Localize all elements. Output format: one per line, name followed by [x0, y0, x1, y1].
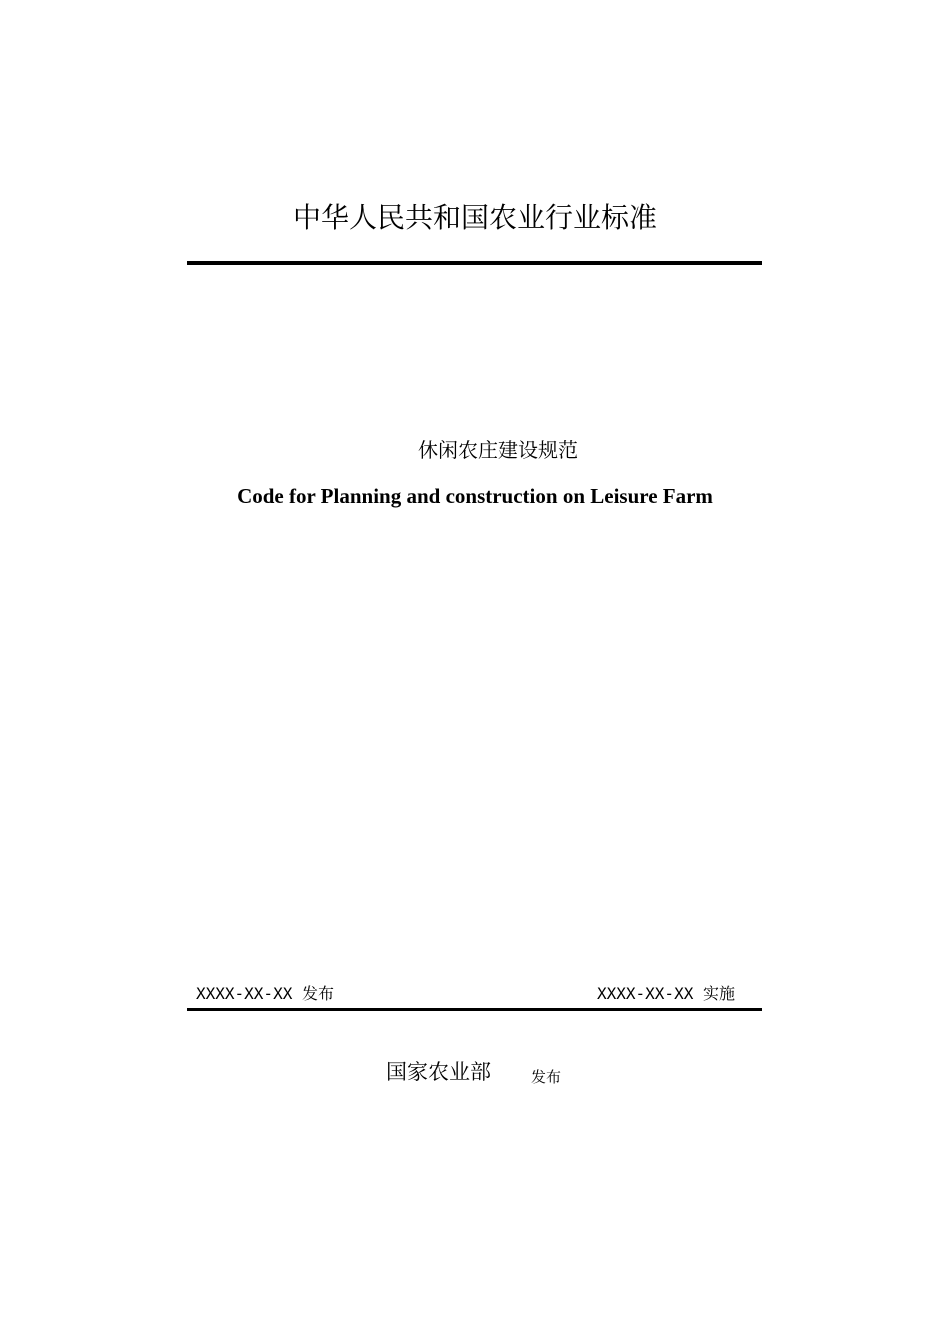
publish-date: XXXX-XX-XX 发布 — [196, 984, 334, 1003]
document-title-english: Code for Planning and construction on Leisure Farm — [237, 484, 713, 508]
standard-category-heading: 中华人民共和国农业行业标准 — [292, 201, 657, 234]
top-divider — [187, 261, 762, 265]
implement-date: XXXX-XX-XX 实施 — [597, 984, 735, 1003]
issuing-label: 发布 — [531, 1068, 562, 1086]
issuing-authority: 国家农业部 — [386, 1060, 491, 1084]
document-title-chinese: 休闲农庄建设规范 — [418, 438, 578, 462]
bottom-divider — [187, 1008, 762, 1011]
